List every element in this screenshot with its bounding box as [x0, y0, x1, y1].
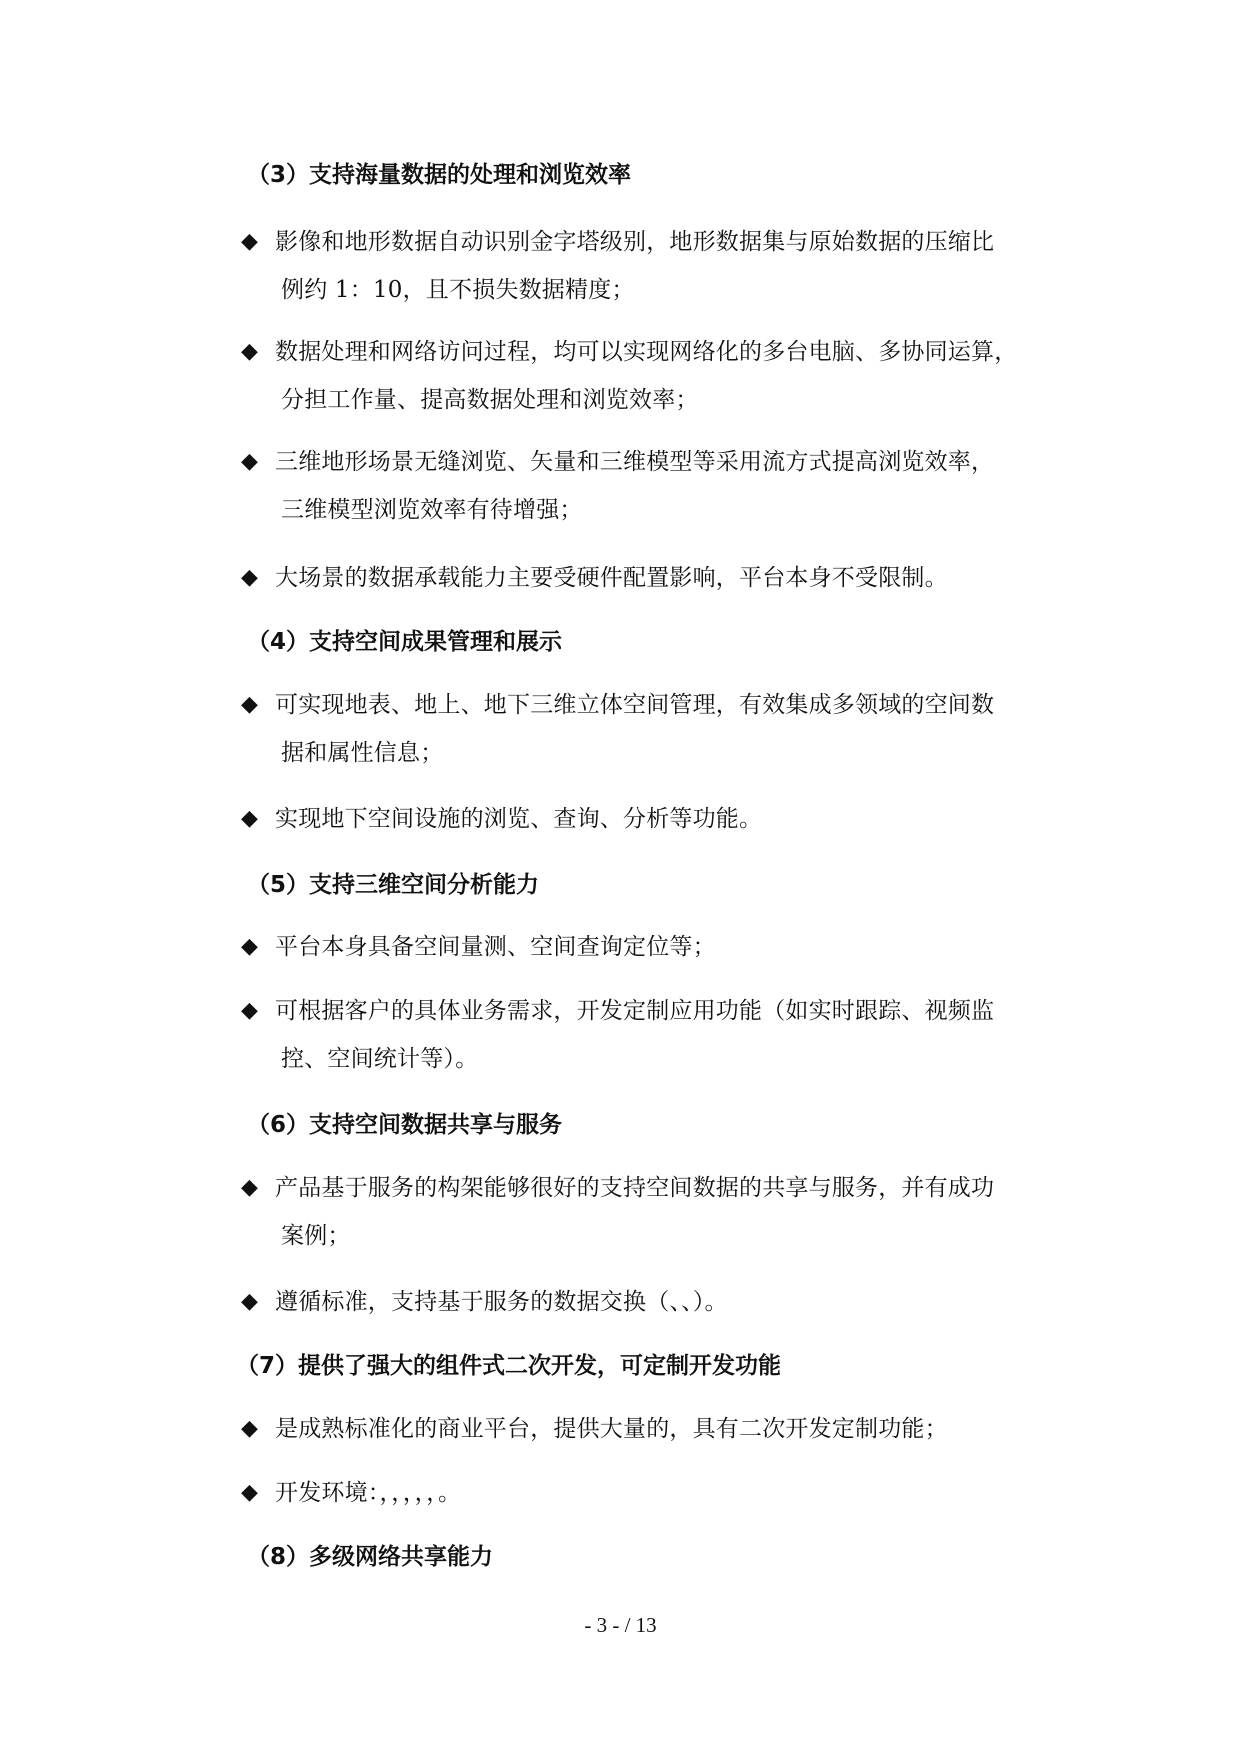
diamond-bullet-icon: ◆	[241, 1175, 258, 1200]
list-item-text: 大场景的数据承载能力主要受硬件配置影响，平台本身不受限制。	[275, 565, 948, 591]
list-item-text: 平台本身具备空间量测、空间查询定位等；	[275, 934, 716, 960]
list-item-text: 数据处理和网络访问过程，均可以实现网络化的多台电脑、多协同运算，	[275, 339, 1018, 365]
diamond-bullet-icon: ◆	[241, 1416, 258, 1441]
list-item-text: 是成熟标准化的商业平台，提供大量的，具有二次开发定制功能；	[275, 1416, 948, 1442]
diamond-bullet-icon: ◆	[241, 339, 258, 364]
list-item-text: 产品基于服务的构架能够很好的支持空间数据的共享与服务，并有成功	[275, 1175, 995, 1201]
diamond-bullet-icon: ◆	[241, 565, 258, 590]
list-item-text: 影像和地形数据自动识别金字塔级别，地形数据集与原始数据的压缩比	[275, 229, 995, 255]
diamond-bullet-icon: ◆	[241, 806, 258, 831]
diamond-bullet-icon: ◆	[241, 692, 258, 717]
section-heading-4: （4）支持空间成果管理和展示	[247, 629, 563, 655]
section-heading-7: （7）提供了强大的组件式二次开发，可定制开发功能	[236, 1353, 782, 1379]
list-item-text: 遵循标准，支持基于服务的数据交换（、、）。	[275, 1289, 728, 1315]
list-item-text-continued: 分担工作量、提高数据处理和浏览效率；	[281, 387, 699, 413]
diamond-bullet-icon: ◆	[241, 229, 258, 254]
section-heading-8: （8）多级网络共享能力	[247, 1544, 494, 1570]
list-item-text: 可根据客户的具体业务需求，开发定制应用功能（如实时跟踪、视频监	[275, 998, 995, 1024]
diamond-bullet-icon: ◆	[241, 449, 258, 474]
list-item-text-continued: 三维模型浏览效率有待增强；	[281, 497, 583, 523]
diamond-bullet-icon: ◆	[241, 1480, 258, 1505]
section-heading-5: （5）支持三维空间分析能力	[247, 872, 540, 898]
list-item-text-continued: 控、空间统计等）。	[281, 1046, 479, 1072]
list-item-text-continued: 据和属性信息；	[281, 740, 444, 766]
section-heading-3: （3）支持海量数据的处理和浏览效率	[247, 162, 632, 188]
list-item-text-continued: 案例；	[281, 1223, 351, 1249]
list-item-text: 三维地形场景无缝浏览、矢量和三维模型等采用流方式提高浏览效率，	[275, 449, 995, 475]
list-item-text: 可实现地表、地上、地下三维立体空间管理，有效集成多领域的空间数	[275, 692, 995, 718]
list-item-text-continued: 例约 1：10，且不损失数据精度；	[281, 277, 635, 303]
page-number: - 3 - / 13	[584, 1613, 657, 1637]
list-item-text: 开发环境：，，，，，。	[275, 1480, 462, 1506]
section-heading-6: （6）支持空间数据共享与服务	[247, 1112, 563, 1138]
diamond-bullet-icon: ◆	[241, 1289, 258, 1314]
diamond-bullet-icon: ◆	[241, 934, 258, 959]
diamond-bullet-icon: ◆	[241, 998, 258, 1023]
list-item-text: 实现地下空间设施的浏览、查询、分析等功能。	[275, 806, 763, 832]
